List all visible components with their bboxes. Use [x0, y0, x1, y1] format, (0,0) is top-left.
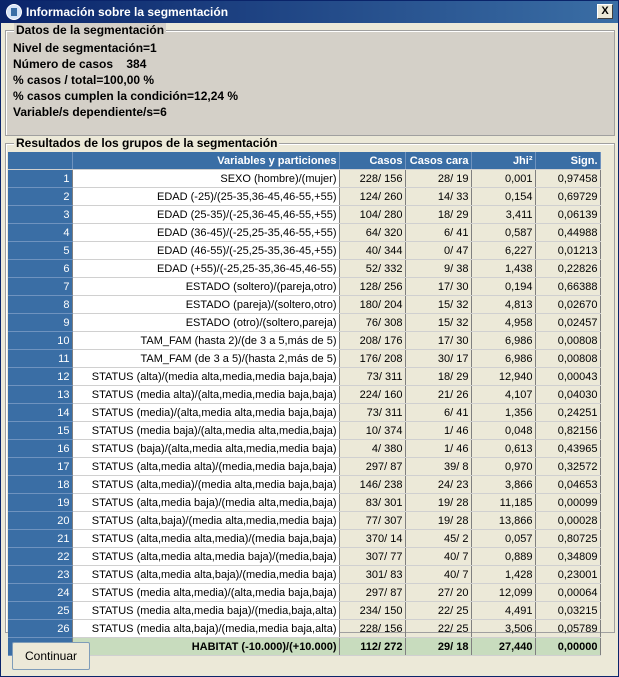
- row-index-cell: 24: [8, 584, 72, 602]
- sign-cell: 0,04653: [535, 476, 600, 494]
- table-row[interactable]: [8, 440, 600, 458]
- jhi-cell: 13,866: [471, 512, 535, 530]
- casos-cell: 10/ 374: [339, 422, 405, 440]
- jhi-cell: 0,194: [471, 278, 535, 296]
- jhi-cell: 6,227: [471, 242, 535, 260]
- casos-cell: 370/ 14: [339, 530, 405, 548]
- variables-cell: ESTADO (pareja)/(soltero,otro): [72, 296, 339, 314]
- variables-cell: STATUS (alta,baja)/(media alta,media,media baja): [72, 512, 339, 530]
- table-row[interactable]: [8, 278, 600, 296]
- sign-cell: 0,34809: [535, 548, 600, 566]
- row-index-cell: 13: [8, 386, 72, 404]
- variables-cell: STATUS (alta)/(media alta,media,media baja,baja): [72, 368, 339, 386]
- jhi-cell: 3,866: [471, 476, 535, 494]
- row-index-cell: 7: [8, 278, 72, 296]
- jhi-cell: 0,889: [471, 548, 535, 566]
- table-row[interactable]: [8, 350, 600, 368]
- row-index-cell: 11: [8, 350, 72, 368]
- row-index-cell: 22: [8, 548, 72, 566]
- casos-cara-cell: 6/ 41: [405, 404, 471, 422]
- variables-cell: TAM_FAM (de 3 a 5)/(hasta 2,más de 5): [72, 350, 339, 368]
- header-jhi[interactable]: Jhi²: [471, 152, 535, 170]
- casos-cell: 104/ 280: [339, 206, 405, 224]
- casos-cell: 297/ 87: [339, 458, 405, 476]
- variables-cell: EDAD (25-35)/(-25,36-45,46-55,+55): [72, 206, 339, 224]
- header-casos-cara[interactable]: Casos cara: [405, 152, 471, 170]
- sign-cell: 0,01213: [535, 242, 600, 260]
- jhi-cell: 0,057: [471, 530, 535, 548]
- variables-text: Variable/s dependiente/s=6: [13, 105, 167, 119]
- casos-cara-cell: 22/ 25: [405, 620, 471, 638]
- nivel-text: Nivel de segmentación=1: [13, 41, 157, 55]
- row-index-cell: 26: [8, 620, 72, 638]
- sign-cell: 0,00028: [535, 512, 600, 530]
- jhi-cell: 12,099: [471, 584, 535, 602]
- casos-cell: 234/ 150: [339, 602, 405, 620]
- casos-cell: 228/ 156: [339, 620, 405, 638]
- variables-cell: STATUS (alta,media alta,media)/(media baja,baja): [72, 530, 339, 548]
- variables-cell: EDAD (46-55)/(-25,25-35,36-45,+55): [72, 242, 339, 260]
- jhi-cell: 0,154: [471, 188, 535, 206]
- jhi-cell: 12,940: [471, 368, 535, 386]
- table-row[interactable]: [8, 206, 600, 224]
- row-index-cell: 15: [8, 422, 72, 440]
- casos-cara-cell: 15/ 32: [405, 296, 471, 314]
- header-casos[interactable]: Casos: [339, 152, 405, 170]
- casos-cell: 76/ 308: [339, 314, 405, 332]
- jhi-cell: 1,356: [471, 404, 535, 422]
- variables-cell: STATUS (alta,media alta,media baja)/(media,baja): [72, 548, 339, 566]
- casos-cara-cell: 45/ 2: [405, 530, 471, 548]
- sign-cell: 0,02670: [535, 296, 600, 314]
- jhi-cell: 1,428: [471, 566, 535, 584]
- title-bar[interactable]: [1, 1, 618, 23]
- header-variables[interactable]: Variables y particiones: [72, 152, 339, 170]
- casos-cara-cell: 14/ 33: [405, 188, 471, 206]
- table-row[interactable]: [8, 458, 600, 476]
- sign-cell: 0,05789: [535, 620, 600, 638]
- casos-cara-cell: 1/ 46: [405, 422, 471, 440]
- table-row[interactable]: [8, 404, 600, 422]
- casos-cell: 208/ 176: [339, 332, 405, 350]
- row-index-cell: 10: [8, 332, 72, 350]
- jhi-cell: 4,107: [471, 386, 535, 404]
- casos-cell: 83/ 301: [339, 494, 405, 512]
- casos-cara-cell: 24/ 23: [405, 476, 471, 494]
- row-index-cell: 19: [8, 494, 72, 512]
- jhi-cell: 0,970: [471, 458, 535, 476]
- sign-cell: 0,23001: [535, 566, 600, 584]
- table-row[interactable]: [8, 602, 600, 620]
- window-title: Información sobre la segmentación: [26, 5, 229, 19]
- datos-group: [5, 23, 615, 136]
- row-index-cell: 18: [8, 476, 72, 494]
- table-row[interactable]: [8, 494, 600, 512]
- sign-cell: 0,69729: [535, 188, 600, 206]
- casos-cell: 224/ 160: [339, 386, 405, 404]
- header-index[interactable]: [8, 152, 72, 170]
- casos-cara-cell: 9/ 38: [405, 260, 471, 278]
- jhi-cell: 0,048: [471, 422, 535, 440]
- casos-cara-cell: 17/ 30: [405, 332, 471, 350]
- row-index-cell: 20: [8, 512, 72, 530]
- jhi-cell: 27,440: [471, 638, 535, 656]
- resultados-group: [5, 136, 615, 653]
- row-index-cell: 16: [8, 440, 72, 458]
- casos-cell: 77/ 307: [339, 512, 405, 530]
- jhi-cell: 4,491: [471, 602, 535, 620]
- table-row[interactable]: [8, 242, 600, 260]
- sign-cell: 0,82156: [535, 422, 600, 440]
- casos-cara-cell: 18/ 29: [405, 206, 471, 224]
- row-index-cell: 9: [8, 314, 72, 332]
- variables-cell: ESTADO (otro)/(soltero,pareja): [72, 314, 339, 332]
- sign-cell: 0,32572: [535, 458, 600, 476]
- variables-cell: STATUS (media alta,media baja)/(media,baja,alta): [72, 602, 339, 620]
- variables-cell: STATUS (alta,media)/(media alta,media baja,baja): [72, 476, 339, 494]
- variables-cell: EDAD (+55)/(-25,25-35,36-45,46-55): [72, 260, 339, 278]
- casos-cara-cell: 15/ 32: [405, 314, 471, 332]
- casos-cara-cell: 18/ 29: [405, 368, 471, 386]
- casos-cara-cell: 29/ 18: [405, 638, 471, 656]
- sign-cell: 0,00808: [535, 332, 600, 350]
- datos-legend: Datos de la segmentación: [16, 23, 165, 37]
- casos-cell: 112/ 272: [339, 638, 405, 656]
- sign-cell: 0,43965: [535, 440, 600, 458]
- variables-cell: STATUS (media baja)/(alta,media alta,media,baja): [72, 422, 339, 440]
- row-index-cell: 17: [8, 458, 72, 476]
- jhi-cell: 4,813: [471, 296, 535, 314]
- casos-cara-cell: 27/ 20: [405, 584, 471, 602]
- row-index-cell: 3: [8, 206, 72, 224]
- casos-cell: 73/ 311: [339, 404, 405, 422]
- variables-cell: STATUS (media)/(alta,media alta,media baja,baja): [72, 404, 339, 422]
- variables-cell: TAM_FAM (hasta 2)/(de 3 a 5,más de 5): [72, 332, 339, 350]
- variables-cell: STATUS (media alta,baja)/(media,media baja,alta): [72, 620, 339, 638]
- casos-cell: 176/ 208: [339, 350, 405, 368]
- table-row[interactable]: [8, 638, 600, 656]
- row-index-cell: 2: [8, 188, 72, 206]
- variables-cell: STATUS (media alta)/(alta,media,media baja,baja): [72, 386, 339, 404]
- table-row[interactable]: [8, 620, 600, 638]
- variables-cell: STATUS (alta,media alta)/(media,media baja,baja): [72, 458, 339, 476]
- sign-cell: 0,00808: [535, 350, 600, 368]
- sign-cell: 0,80725: [535, 530, 600, 548]
- table-row[interactable]: [8, 386, 600, 404]
- casos-total-text: % casos / total=100,00 %: [13, 73, 155, 87]
- numero-casos-text: Número de casos 384: [13, 57, 147, 71]
- casos-cara-cell: 0/ 47: [405, 242, 471, 260]
- resultados-legend: Resultados de los grupos de la segmentación: [16, 136, 278, 150]
- row-index-cell: 5: [8, 242, 72, 260]
- casos-cara-cell: 28/ 19: [405, 170, 471, 188]
- table-row[interactable]: [8, 422, 600, 440]
- sign-cell: 0,44988: [535, 224, 600, 242]
- table-row[interactable]: [8, 566, 600, 584]
- jhi-cell: 6,986: [471, 350, 535, 368]
- table-row[interactable]: [8, 188, 600, 206]
- table-row[interactable]: [8, 224, 600, 242]
- casos-cell: 146/ 238: [339, 476, 405, 494]
- row-index-cell: 25: [8, 602, 72, 620]
- casos-cara-cell: 22/ 25: [405, 602, 471, 620]
- casos-cell: 228/ 156: [339, 170, 405, 188]
- casos-cell: 4/ 380: [339, 440, 405, 458]
- table-row[interactable]: [8, 368, 600, 386]
- casos-cell: 124/ 260: [339, 188, 405, 206]
- jhi-cell: 11,185: [471, 494, 535, 512]
- casos-cell: 73/ 311: [339, 368, 405, 386]
- variables-cell: STATUS (baja)/(alta,media alta,media,media baja): [72, 440, 339, 458]
- casos-cell: 307/ 77: [339, 548, 405, 566]
- variables-cell: ESTADO (soltero)/(pareja,otro): [72, 278, 339, 296]
- sign-cell: 0,66388: [535, 278, 600, 296]
- table-row[interactable]: [8, 332, 600, 350]
- sign-cell: 0,00043: [535, 368, 600, 386]
- table-row[interactable]: [8, 530, 600, 548]
- results-grid[interactable]: [8, 152, 601, 656]
- app-icon: [6, 4, 22, 20]
- casos-cara-cell: 1/ 46: [405, 440, 471, 458]
- continuar-button[interactable]: Continuar: [12, 642, 90, 670]
- casos-cell: 180/ 204: [339, 296, 405, 314]
- jhi-cell: 0,001: [471, 170, 535, 188]
- table-row[interactable]: [8, 584, 600, 602]
- casos-cell: 40/ 344: [339, 242, 405, 260]
- casos-condicion-text: % casos cumplen la condición=12,24 %: [13, 89, 239, 103]
- sign-cell: 0,97458: [535, 170, 600, 188]
- variables-cell: STATUS (alta,media baja)/(media alta,media,baja): [72, 494, 339, 512]
- jhi-cell: 1,438: [471, 260, 535, 278]
- jhi-cell: 3,411: [471, 206, 535, 224]
- table-row[interactable]: [8, 476, 600, 494]
- sign-cell: 0,00099: [535, 494, 600, 512]
- variables-cell: SEXO (hombre)/(mujer): [72, 170, 339, 188]
- table-row[interactable]: [8, 548, 600, 566]
- sign-cell: 0,00064: [535, 584, 600, 602]
- sign-cell: 0,02457: [535, 314, 600, 332]
- casos-cell: 64/ 320: [339, 224, 405, 242]
- casos-cara-cell: 6/ 41: [405, 224, 471, 242]
- casos-cell: 52/ 332: [339, 260, 405, 278]
- sign-cell: 0,06139: [535, 206, 600, 224]
- sign-cell: 0,03215: [535, 602, 600, 620]
- casos-cara-cell: 17/ 30: [405, 278, 471, 296]
- casos-cara-cell: 40/ 7: [405, 548, 471, 566]
- casos-cara-cell: 21/ 26: [405, 386, 471, 404]
- casos-cara-cell: 39/ 8: [405, 458, 471, 476]
- sign-cell: 0,04030: [535, 386, 600, 404]
- table-row[interactable]: [8, 314, 600, 332]
- variables-cell: EDAD (36-45)/(-25,25-35,46-55,+55): [72, 224, 339, 242]
- casos-cara-cell: 19/ 28: [405, 512, 471, 530]
- row-index-cell: 23: [8, 566, 72, 584]
- header-sign[interactable]: Sign.: [535, 152, 600, 170]
- table-row[interactable]: [8, 170, 600, 188]
- casos-cell: 128/ 256: [339, 278, 405, 296]
- casos-cara-cell: 30/ 17: [405, 350, 471, 368]
- jhi-cell: 6,986: [471, 332, 535, 350]
- variables-cell: STATUS (alta,media alta,baja)/(media,media baja): [72, 566, 339, 584]
- grid-header-row: [8, 152, 600, 170]
- casos-cell: 297/ 87: [339, 584, 405, 602]
- casos-cara-cell: 19/ 28: [405, 494, 471, 512]
- jhi-cell: 4,958: [471, 314, 535, 332]
- sign-cell: 0,22826: [535, 260, 600, 278]
- sign-cell: 0,24251: [535, 404, 600, 422]
- close-button[interactable]: X: [597, 4, 613, 19]
- table-row[interactable]: [8, 512, 600, 530]
- variables-cell: EDAD (-25)/(25-35,36-45,46-55,+55): [72, 188, 339, 206]
- table-row[interactable]: [8, 260, 600, 278]
- row-index-cell: 14: [8, 404, 72, 422]
- row-index-cell: 12: [8, 368, 72, 386]
- table-row[interactable]: [8, 296, 600, 314]
- casos-cara-cell: 40/ 7: [405, 566, 471, 584]
- variables-cell: HABITAT (-10.000)/(+10.000): [72, 638, 339, 656]
- row-index-cell: 4: [8, 224, 72, 242]
- casos-cell: 301/ 83: [339, 566, 405, 584]
- jhi-cell: 3,506: [471, 620, 535, 638]
- jhi-cell: 0,587: [471, 224, 535, 242]
- row-index-cell: 21: [8, 530, 72, 548]
- row-index-cell: 8: [8, 296, 72, 314]
- row-index-cell: 1: [8, 170, 72, 188]
- jhi-cell: 0,613: [471, 440, 535, 458]
- row-index-cell: 6: [8, 260, 72, 278]
- variables-cell: STATUS (media alta,media)/(alta,media baja,baja): [72, 584, 339, 602]
- sign-cell: 0,00000: [535, 638, 600, 656]
